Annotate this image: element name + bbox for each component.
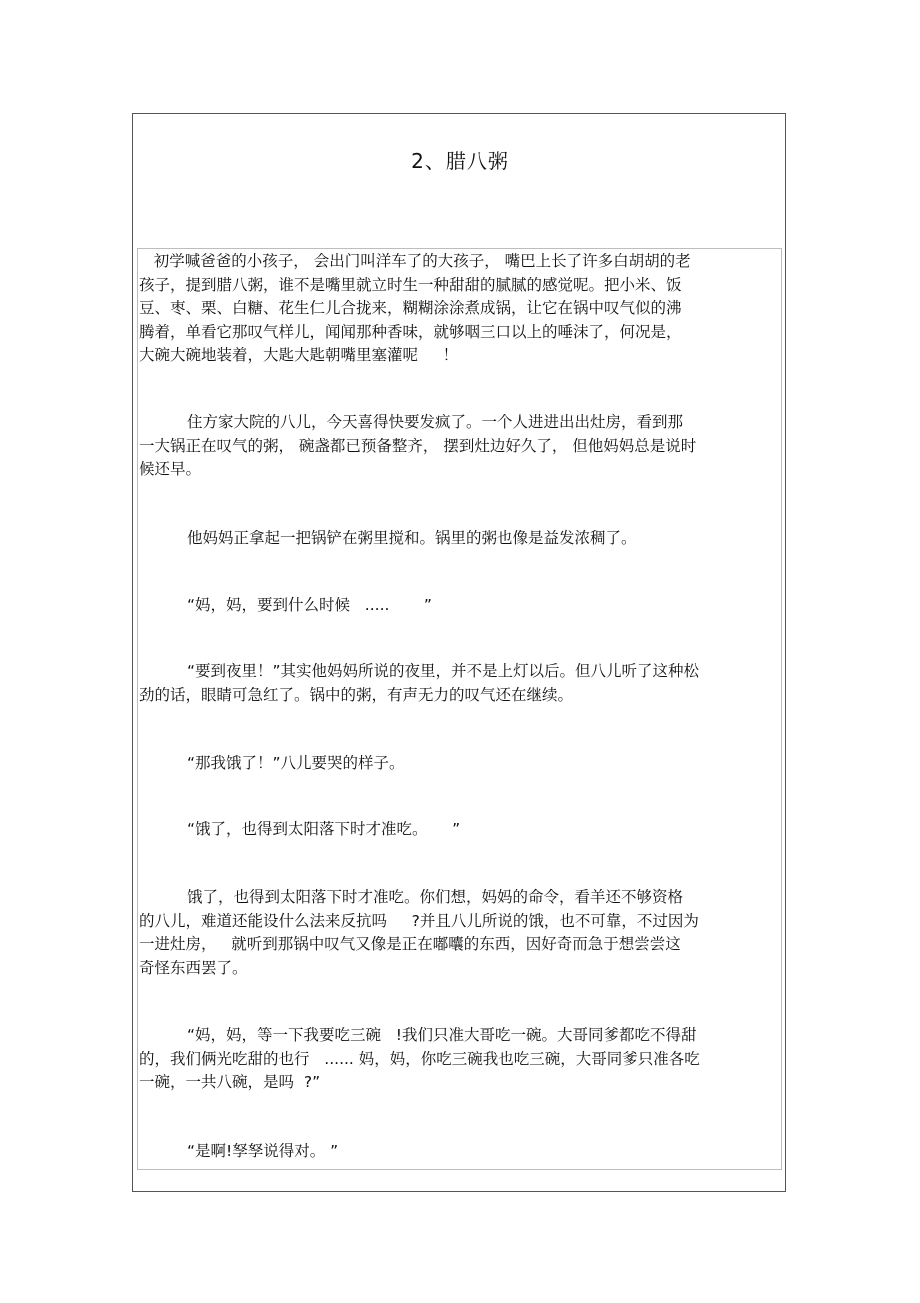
text-line: 腾着，单看它那叹气样儿，闻闻那种香味，就够咽三口以上的唾沫了，何况是， <box>139 322 682 341</box>
paragraph-6 <box>139 752 779 776</box>
paragraph-9 <box>139 1024 779 1095</box>
text-line: “那我饿了！”八儿要哭的样子。 <box>187 754 405 772</box>
text-line: 一大锅正在叹气的粥， 碗盏都已预备整齐， 摆到灶边好久了， 但他妈妈总是说时 <box>139 436 697 455</box>
paragraph-8 <box>139 886 779 980</box>
text-line: 住方家大院的八儿，今天喜得快要发疯了。一个人进进出出灶房，看到那 <box>187 413 684 431</box>
text-line: 大碗大碗地装着，大匙大匙朝嘴里塞灌呢 ！ <box>139 346 459 365</box>
text-line: 初学喊爸爸的小孩子， 会出门叫洋车了的大孩子， 嘴巴上长了许多白胡胡的老 <box>139 252 691 270</box>
text-line: 的八儿，难道还能设什么法来反抗吗 ?并且八儿所说的饿，也不可靠，不过因为 <box>139 911 699 930</box>
text-line: “要到夜里！”其实他妈妈所说的夜里，并不是上灯以后。但八儿听了这种松 <box>187 662 700 680</box>
text-line: 劲的话，眼睛可急红了。锅中的粥，有声无力的叹气还在继续。 <box>139 685 574 704</box>
text-line: “饿了，也得到太阳落下时才准吃。 ” <box>187 820 461 838</box>
text-line: 奇怪东西罢了。 <box>139 958 248 977</box>
text-line: 候还早。 <box>139 460 202 479</box>
paragraph-1 <box>139 250 779 368</box>
paragraph-4 <box>139 594 779 618</box>
text-line: 他妈妈正拿起一把锅铲在粥里搅和。锅里的粥也像是益发浓稠了。 <box>187 529 637 547</box>
text-line: 孩子，提到腊八粥，谁不是嘴里就立时生一种甜甜的腻腻的感觉呢。把小米、饭 <box>139 275 682 294</box>
text-line: 的，我们俩光吃甜的也行 ...... 妈，妈，你吃三碗我也吃三碗，大哥同爹只准各吃 <box>139 1049 700 1068</box>
text-line: “是啊!孥孥说得对。 ” <box>187 1142 339 1160</box>
paragraph-10 <box>139 1140 779 1164</box>
text-line: 一进灶房， 就听到那锅中叹气又像是正在嘟囔的东西，因好奇而急于想尝尝这 <box>139 935 681 954</box>
paragraph-2 <box>139 411 779 482</box>
paragraph-7 <box>139 818 779 842</box>
paragraph-3 <box>139 527 779 551</box>
text-line: 一碗，一共八碗，是吗 ?” <box>139 1073 321 1092</box>
document-title: 2、腊八粥 <box>411 149 509 173</box>
text-line: “妈，妈，要到什么时候 ..... ” <box>187 596 432 614</box>
paragraph-5 <box>139 660 779 707</box>
text-line: 饿了，也得到太阳落下时才准吃。你们想，妈妈的命令，看羊还不够资格 <box>187 888 684 906</box>
text-line: 豆、枣、栗、白糖、花生仁儿合拢来，糊糊涂涂煮成锅，让它在锅中叹气似的沸 <box>139 299 682 318</box>
text-line: “妈，妈，等一下我要吃三碗 !我们只准大哥吃一碗。大哥同爹都吃不得甜 <box>187 1026 697 1044</box>
